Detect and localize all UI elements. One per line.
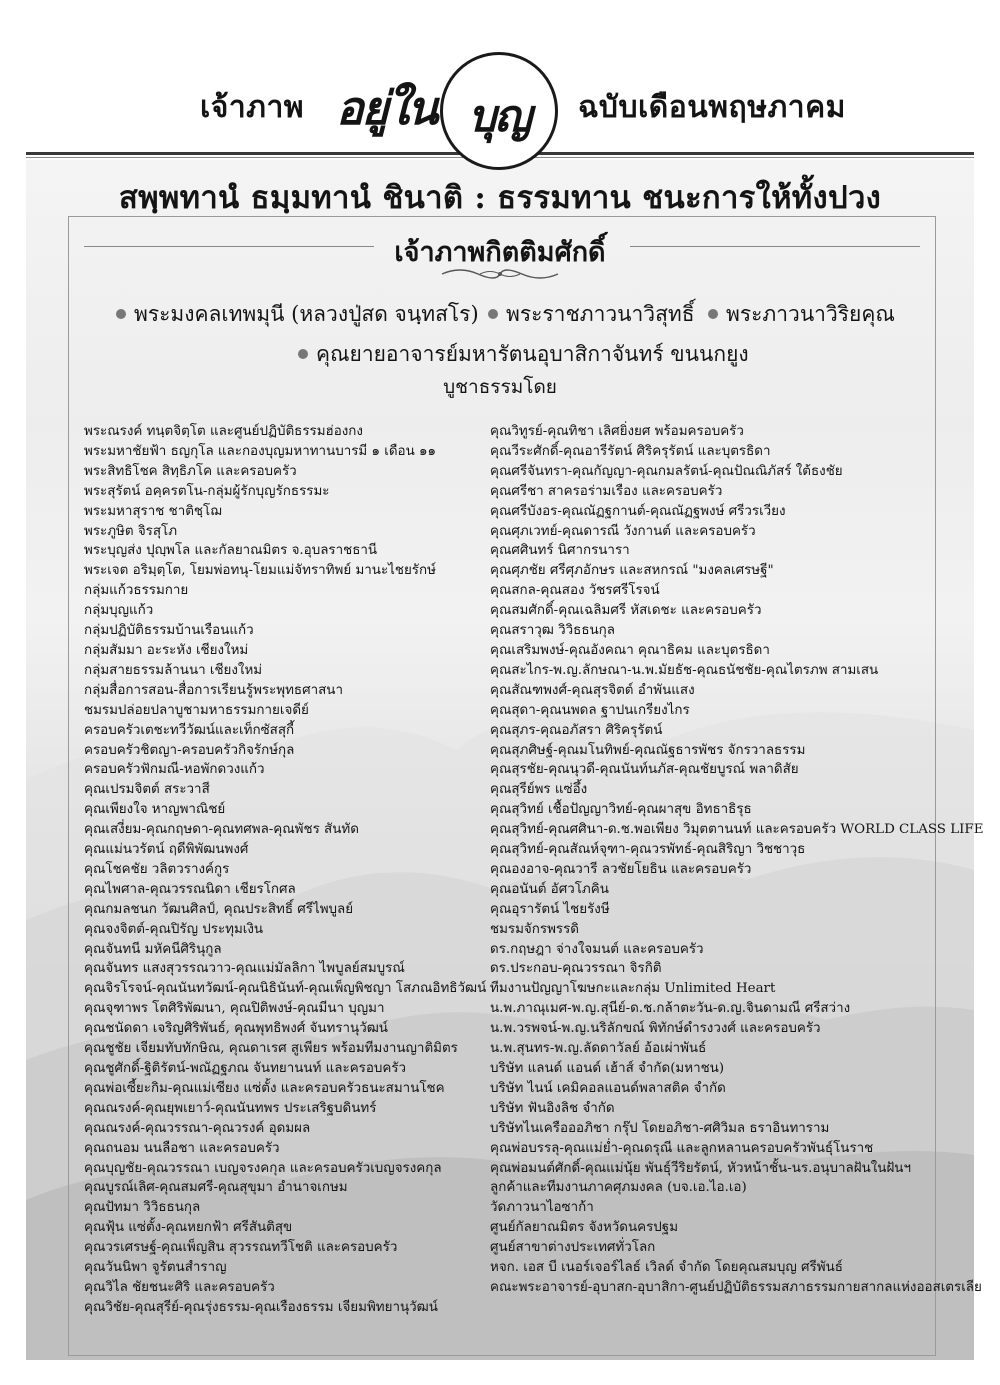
donor-name: กลุ่มบุญแก้ว <box>84 603 154 619</box>
dhamma-motto: สพฺพทานํ ธมฺมทานํ ชินาติ : ธรรมทาน ชนะการให้ทั้งปวง <box>118 180 882 216</box>
donor-name: ครอบครัวเตชะทวีวัฒน์และเท็กซัสสุกี้ <box>84 722 295 738</box>
logo-word-ayu-nai: อยู่ใน <box>336 81 437 135</box>
donor-name: กลุ่มสัมมา อะระหัง เชียงใหม่ <box>84 642 249 658</box>
donor-name: พระมหาชัยฟ้า ธญกุโล และกองบุญมหาทานบารมี ๑ เดือน ๑๑ <box>84 443 436 459</box>
donor-name: คุณวิไล ชัยชนะศิริ และครอบครัว <box>84 1279 275 1295</box>
donor-name: คุณชูศักดิ์-ฐิติรัตน์-พณัฏฐภณ จันทยานนท์ และครอบครัว <box>84 1061 407 1076</box>
bullet-icon <box>708 309 718 319</box>
donor-name: คุณพ่อบรรลุ-คุณแม่ย่ำ-คุณดรุณี และลูกหลานครอบครัวพันธุ์โนราช <box>490 1140 874 1156</box>
donor-name: คุณจันทนี มหัคนีศิรินุกูล <box>84 941 222 957</box>
donor-name: คุณศศินทร์ นิศากรนารา <box>490 543 630 559</box>
donor-name: คุณสุวิทย์-คุณศศินา-ด.ช.พอเพียง วิมุตตานนท์ และครอบครัว WORLD CLASS LIFE <box>490 822 984 838</box>
section-title: เจ้าภาพกิตติมศักดิ์ <box>394 237 606 268</box>
donor-name: ลูกค้าและทีมงานภาคศุภมงคล (บจ.เอ.ไอ.เอ) <box>490 1180 747 1196</box>
donor-name: คุณสุรชัย-คุณนุวดี-คุณนันท์นภัส-คุณชัยบูรณ์ พลาดิสัย <box>490 762 799 778</box>
donor-name: คุณสุวิทย์-คุณสัณห์จุฑา-คุณวรพัทธ์-คุณสิริญา วิชชาวุธ <box>490 842 806 858</box>
donor-name: คุณศุภชัย ศรีศุภอักษร และสหกรณ์ "มงคลเศรษฐี" <box>490 563 774 579</box>
bullet-icon <box>116 309 126 319</box>
donor-name: ชมรมปล่อยปลาบูชามหาธรรมกายเจดีย์ <box>84 702 309 718</box>
donor-list-left <box>84 422 487 1318</box>
donor-name: คุณสุภร-คุณอภัสรา ศิริครุรัตน์ <box>490 722 663 738</box>
bullet-icon <box>298 349 308 359</box>
donor-name: คุณศรีจันทรา-คุณกัญญา-คุณกมลรัตน์-คุณปัณณิภัสร์ ใต้ธงชัย <box>490 463 843 479</box>
honorary-host: พระมงคลเทพมุนี (หลวงปู่สด จนฺทสโร) <box>116 298 479 331</box>
donor-name: พระณรงค์ ทนฺตจิตฺโต และศูนย์ปฏิบัติธรรมฮ่องกง <box>84 424 363 439</box>
donor-name: คุณสกล-คุณสอง วัชรศรีโรจน์ <box>490 583 660 599</box>
donor-name: บริษัทไนเครือออภิชา กรุ๊ป โดยอภิชา-ศศิวิมล ธราอินทาราม <box>490 1120 830 1136</box>
donor-name: คุณพ่อมนต์ศักดิ์-คุณแม่นุ้ย พันธุ์วีริยรัตน์, หัวหน้าชั้น-นร.อนุบาลฝันในฝันฯ <box>490 1160 911 1176</box>
donor-name: คุณสัณฑพงศ์-คุณสุรจิตต์ อำพันแสง <box>490 682 695 698</box>
donor-name: คุณเปรมจิตต์ สระวาสี <box>84 782 210 798</box>
donor-name: คุณสุวิทย์ เชื้อปัญญาวิทย์-คุณผาสุข อิทธาธิรุธ <box>490 802 752 818</box>
logo-word-bun: บุญ <box>468 91 530 142</box>
donor-name: คุณอุรารัตน์ ไชยรังษี <box>490 901 610 917</box>
donor-name: พระมหาสุราช ชาติชฺโฌ <box>84 503 222 519</box>
donor-name: คุณเสงี่ยม-คุณกฤษดา-คุณทศพล-คุณพัชร สันทัด <box>84 822 359 838</box>
donor-name: ชมรมจักรพรรดิ <box>490 921 579 937</box>
donor-name: วัดภาวนาไอซาก้า <box>490 1200 594 1216</box>
honorary-host: พระภาวนาวิริยคุณ <box>708 298 895 331</box>
donor-list-right <box>490 422 984 1298</box>
donor-name: คุณเพียงใจ หาญพาณิชย์ <box>84 802 226 818</box>
donor-name: คุณพ่อเซี้ยะกิม-คุณแม่เซียง แซ่ตั้ง และครอบครัวธนะสมานโชค <box>84 1080 445 1096</box>
donor-name: ศูนย์สาขาต่างประเทศทั่วโลก <box>490 1240 656 1256</box>
donor-name: ดร.กฤษฎา จ่างใจมนต์ และครอบครัว <box>490 941 704 957</box>
donor-name: กลุ่มปฏิบัติธรรมบ้านเรือนแก้ว <box>84 623 254 639</box>
header-issue-label: ฉบับเดือนพฤษภาคม <box>578 90 846 125</box>
donor-name: คุณองอาจ-คุณวารี ลวชัยโยธิน และครอบครัว <box>490 861 752 877</box>
donor-name: คุณวรเศรษฐ์-คุณเพ็ญสิน สุวรรณทวีโชติ และครอบครัว <box>84 1240 398 1256</box>
donor-name: คุณวันนิพา จูรัตนสำราญ <box>84 1260 227 1276</box>
donor-name: ศูนย์กัลยาณมิตร จังหวัดนครปฐม <box>490 1220 679 1236</box>
donor-name: คุณชนัดดา เจริญศิริพันธ์, คุณพุทธิพงศ์ จันทรานุวัฒน์ <box>84 1021 388 1037</box>
donor-name: กลุ่มสื่อการสอน-สื่อการเรียนรู้พระพุทธศาสนา <box>84 682 343 698</box>
donor-name: พระบุญส่ง ปุญฺพโล และกัลยาณมิตร จ.อุบลราชธานี <box>84 543 378 559</box>
donor-name: คณะพระอาจารย์-อุบาสก-อุบาสิกา-ศูนย์ปฏิบัติธรรมสภาธรรมกายสากลแห่งออสเตรเลีย <box>490 1279 982 1295</box>
donor-name: คุณแม่นวรัตน์ ฤดีพิพัฒนพงศ์ <box>84 842 249 858</box>
donor-name: น.พ.ภาณุเมศ-พ.ญ.สุนีย์-ด.ช.กล้าตะวัน-ด.ญ.จินดามณี ศรีสว่าง <box>490 1001 851 1017</box>
donor-name: น.พ.สุนทร-พ.ญ.ลัดดาวัลย์ อ้อเผ่าพันธ์ <box>490 1041 707 1057</box>
donor-name: คุณศุภเวทย์-คุณดารณี วังกานต์ และครอบครัว <box>490 523 756 539</box>
donor-name: คุณจุฑาพร โตศิริพัฒนา, คุณปิติพงษ์-คุณมีนา บุญมา <box>84 1001 385 1017</box>
donor-name: คุณสุดา-คุณนพดล ฐาปนเกรียงไกร <box>490 702 690 718</box>
donor-name: น.พ.วรพจน์-พ.ญ.นริลักขณ์ พิทักษ์ดำรงวงศ์ และครอบครัว <box>490 1021 821 1037</box>
donor-name: คุณสุรีย์พร แซ่อึ้ง <box>490 782 588 798</box>
donor-name: บริษัท ไนน์ เคมิคอลแอนด์พลาสติค จำกัด <box>490 1080 726 1096</box>
bullet-icon <box>488 309 498 319</box>
donor-name: คุณศรีชา สาครอร่ามเรือง และครอบครัว <box>490 483 723 499</box>
donor-name: พระภูษิต จิรสุโภ <box>84 523 178 539</box>
donor-name: คุณวีระศักดิ์-คุณอารีรัตน์ ศิริครุรัตน์ และบุตรธิดา <box>490 443 771 459</box>
donor-name: บริษัท ฟันอิงลิช จำกัด <box>490 1100 615 1116</box>
donor-name: พระเจต อริมฺตฺโต, โยมพ่อทนุ-โยมแม่จัทราทิพย์ มานะไชยรักษ์ <box>84 563 436 579</box>
donor-name: คุณฟุ้น แซ่ตั้ง-คุณหยกฟ้า ศรีสันติสุข <box>84 1220 293 1236</box>
donor-name: ครอบครัวชิตญา-ครอบครัวกิจรักษ์กุล <box>84 742 295 758</box>
donor-name: คุณถนอม นนลือชา และครอบครัว <box>84 1140 280 1156</box>
donor-name: คุณชูชัย เจียมทับทักษิณ, คุณดาเรศ สูเพียร พร้อมทีมงานญาติมิตร <box>84 1041 458 1057</box>
donor-name: บริษัท แลนด์ แอนด์ เฮ้าส์ จำกัด(มหาชน) <box>490 1061 725 1076</box>
donor-name: คุณสราวุฒ วิวิธธนกุล <box>490 623 615 639</box>
donor-name: คุณจันทร แสงสุวรรณวาว-คุณแม่มัลลิกา ไพบูลย์สมบูรณ์ <box>84 961 405 977</box>
honorary-host: พระราชภาวนาวิสุทธิ์ <box>488 298 695 331</box>
donor-name: กลุ่มสายธรรมล้านนา เชียงใหม่ <box>84 662 263 678</box>
donor-name: คุณณรงค์-คุณยุพเยาว์-คุณนันทพร ประเสริฐบดินทร์ <box>84 1100 377 1116</box>
donor-name: คุณวิทูรย์-คุณทิชา เลิศยิ่งยศ พร้อมครอบครัว <box>490 424 744 439</box>
donor-name: พระสิทธิโชค สิทฺธิภโค และครอบครัว <box>84 463 297 479</box>
donor-name: คุณอนันต์ อัศวโภคิน <box>490 881 609 897</box>
donor-name: ครอบครัวฟักมณี-หอพักดวงแก้ว <box>84 762 265 778</box>
donor-name: กลุ่มแก้วธรรมกาย <box>84 583 189 599</box>
header-host-label: เจ้าภาพ <box>200 90 305 125</box>
donor-name: คุณสะไกร-พ.ญ.ลักษณา-น.พ.มัยธัช-คุณธนัชชัย-คุณไตรภพ สามเสน <box>490 662 879 678</box>
donor-name: คุณวิชัย-คุณสุรีย์-คุณรุ่งธรรม-คุณเรืองธรรม เจียมพิทยานุวัฒน์ <box>84 1299 438 1315</box>
donor-name: คุณบูรณ์เลิศ-คุณสมศรี-คุณสุขุมา อำนาจเกษม <box>84 1180 348 1196</box>
donor-name: คุณณรงค์-คุณวรรณา-คุณวรงค์ อุดมผล <box>84 1120 311 1136</box>
donor-name: คุณไพศาล-คุณวรรณนิดา เชียรโกศล <box>84 881 296 897</box>
donor-name: คุณปัทมา วิวิธธนกุล <box>84 1200 201 1216</box>
donor-name: คุณจงจิตต์-คุณปิรัญ ประทุมเงิน <box>84 921 264 937</box>
donor-name: พระสุรัตน์ อคฺครตโน-กลุ่มผู้รักบุญรักธรรมะ <box>84 483 330 499</box>
donor-name: คุณเสริมพงษ์-คุณอังคณา คุณาธิคม และบุตรธิดา <box>490 642 770 658</box>
donor-name: คุณกมลชนก วัฒนศิลป์, คุณประสิทธิ์ ศรีไพบูลย์ <box>84 901 354 917</box>
ornament-divider-icon <box>440 266 560 282</box>
byline: บูชาธรรมโดย <box>443 376 557 398</box>
donor-name: ดร.ประกอบ-คุณวรรณา จิรกิติ <box>490 961 662 977</box>
donor-name: ทีมงานปัญญาโฆษกะและกลุ่ม Unlimited Heart <box>490 981 776 997</box>
donor-name: หจก. เอส บี เนอร์เจอร์ไลธ์ เวิลด์ จำกัด โดยคุณสมบุญ ศรีพันธ์ <box>490 1260 843 1276</box>
donor-name: คุณศรีบังอร-คุณณัฏฐกานต์-คุณณัฏฐพงษ์ ศรีวรเวียง <box>490 503 786 519</box>
donor-name: คุณบุญชัย-คุณวรรณา เบญจรงคกุล และครอบครัวเบญจรงคกุล <box>84 1160 442 1176</box>
logo-emblem <box>440 52 558 170</box>
donor-name: คุณจิรโรจน์-คุณนันทวัฒน์-คุณนิธินันท์-คุณเพ็ญพิชญา โสภณอิทธิวัฒน์ <box>84 981 487 997</box>
donor-name: คุณสมศักดิ์-คุณเฉลิมศรี หัสเดชะ และครอบครัว <box>490 603 762 619</box>
donor-name: คุณโชคชัย วลิตวรางค์กูร <box>84 861 230 877</box>
honorary-host: คุณยายอาจารย์มหารัตนอุบาสิกาจันทร์ ขนนกยูง <box>298 338 749 371</box>
masthead <box>0 0 1000 160</box>
donor-name: คุณสุภศิษฐ์-คุณมโนทิพย์-คุณณัฐธารพัชร จักรวาลธรรม <box>490 742 806 758</box>
